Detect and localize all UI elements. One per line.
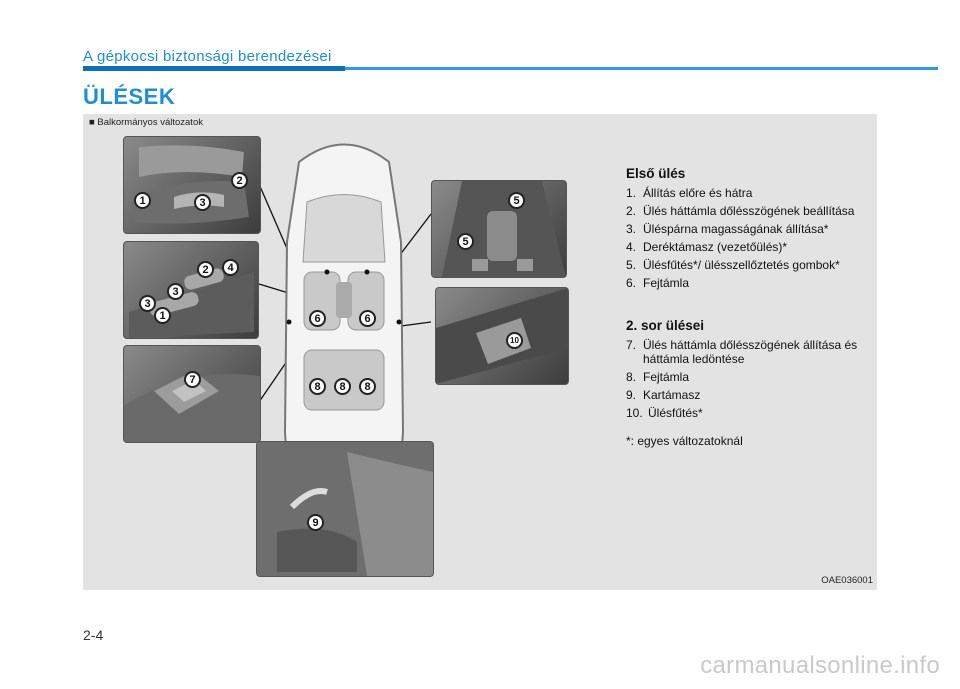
photo-console xyxy=(431,180,567,278)
list-item: 1. Állítás előre és hátra xyxy=(626,186,753,200)
list-item: 5. Ülésfűtés*/ ülésszellőztetés gombok* xyxy=(626,258,840,272)
callout-badge: 10 xyxy=(506,332,523,349)
watermark: carmanualsonline.info xyxy=(700,652,940,679)
callout-badge: 6 xyxy=(309,310,326,327)
callout-badge: 9 xyxy=(307,514,324,531)
list-item: 8. Fejtámla xyxy=(626,370,690,384)
photo-rear-seat xyxy=(256,441,434,577)
list-item: 9. Kartámasz xyxy=(626,388,701,402)
list-item: 10. Ülésfűtés* xyxy=(626,406,703,420)
console-illustration xyxy=(432,181,566,277)
rear-recline-illustration xyxy=(124,346,260,442)
list-item: 6. Fejtámla xyxy=(626,276,690,290)
rear-seat-illustration xyxy=(257,442,433,576)
callout-badge: 4 xyxy=(222,259,239,276)
front-seat-title: Első ülés xyxy=(626,166,686,181)
callout-badge: 8 xyxy=(334,378,351,395)
callout-badge: 7 xyxy=(184,371,201,388)
photo-rear-recline xyxy=(123,345,261,443)
callout-badge: 1 xyxy=(134,192,151,209)
photo-seat-side xyxy=(123,136,261,234)
callout-badge: 2 xyxy=(231,172,248,189)
callout-badge: 8 xyxy=(309,378,326,395)
list-item: 7. Ülés háttámla dőlésszögének állítása és háttámla ledöntése xyxy=(626,338,858,366)
legend-column xyxy=(626,166,876,448)
photo-door-switch xyxy=(435,287,569,385)
page-number: 2-4 xyxy=(83,627,104,643)
rear-seat-title: 2. sor ülései xyxy=(626,318,705,333)
front-seat-list xyxy=(626,186,876,290)
callout-badge: 3 xyxy=(167,283,184,300)
page-heading: ÜLÉSEK xyxy=(83,84,176,109)
callout-badge: 6 xyxy=(359,310,376,327)
door-switch-illustration xyxy=(436,288,568,384)
list-item: 2. Ülés háttámla dőlésszögének beállítása xyxy=(626,204,855,218)
rear-seat-list xyxy=(626,338,876,420)
variant-label: ■ Balkormányos változatok xyxy=(89,117,203,128)
footnote: *: egyes változatoknál xyxy=(626,434,743,448)
callout-badge: 1 xyxy=(154,307,171,324)
figure-code: OAE036001 xyxy=(821,575,873,586)
callout-badge: 3 xyxy=(194,194,211,211)
photo-seat-controls xyxy=(123,241,259,339)
callout-badge: 5 xyxy=(508,192,525,209)
callout-badge: 2 xyxy=(197,261,214,278)
section-title: A gépkocsi biztonsági berendezései xyxy=(83,48,332,65)
title-rule xyxy=(83,66,938,71)
list-item: 3. Üléspárna magasságának állítása* xyxy=(626,222,829,236)
list-item: 4. Deréktámasz (vezetőülés)* xyxy=(626,240,788,254)
callout-badge: 3 xyxy=(139,295,156,312)
seats-figure xyxy=(83,114,877,590)
seat-controls-illustration xyxy=(124,242,258,338)
callout-badge: 5 xyxy=(457,233,474,250)
callout-badge: 8 xyxy=(359,378,376,395)
